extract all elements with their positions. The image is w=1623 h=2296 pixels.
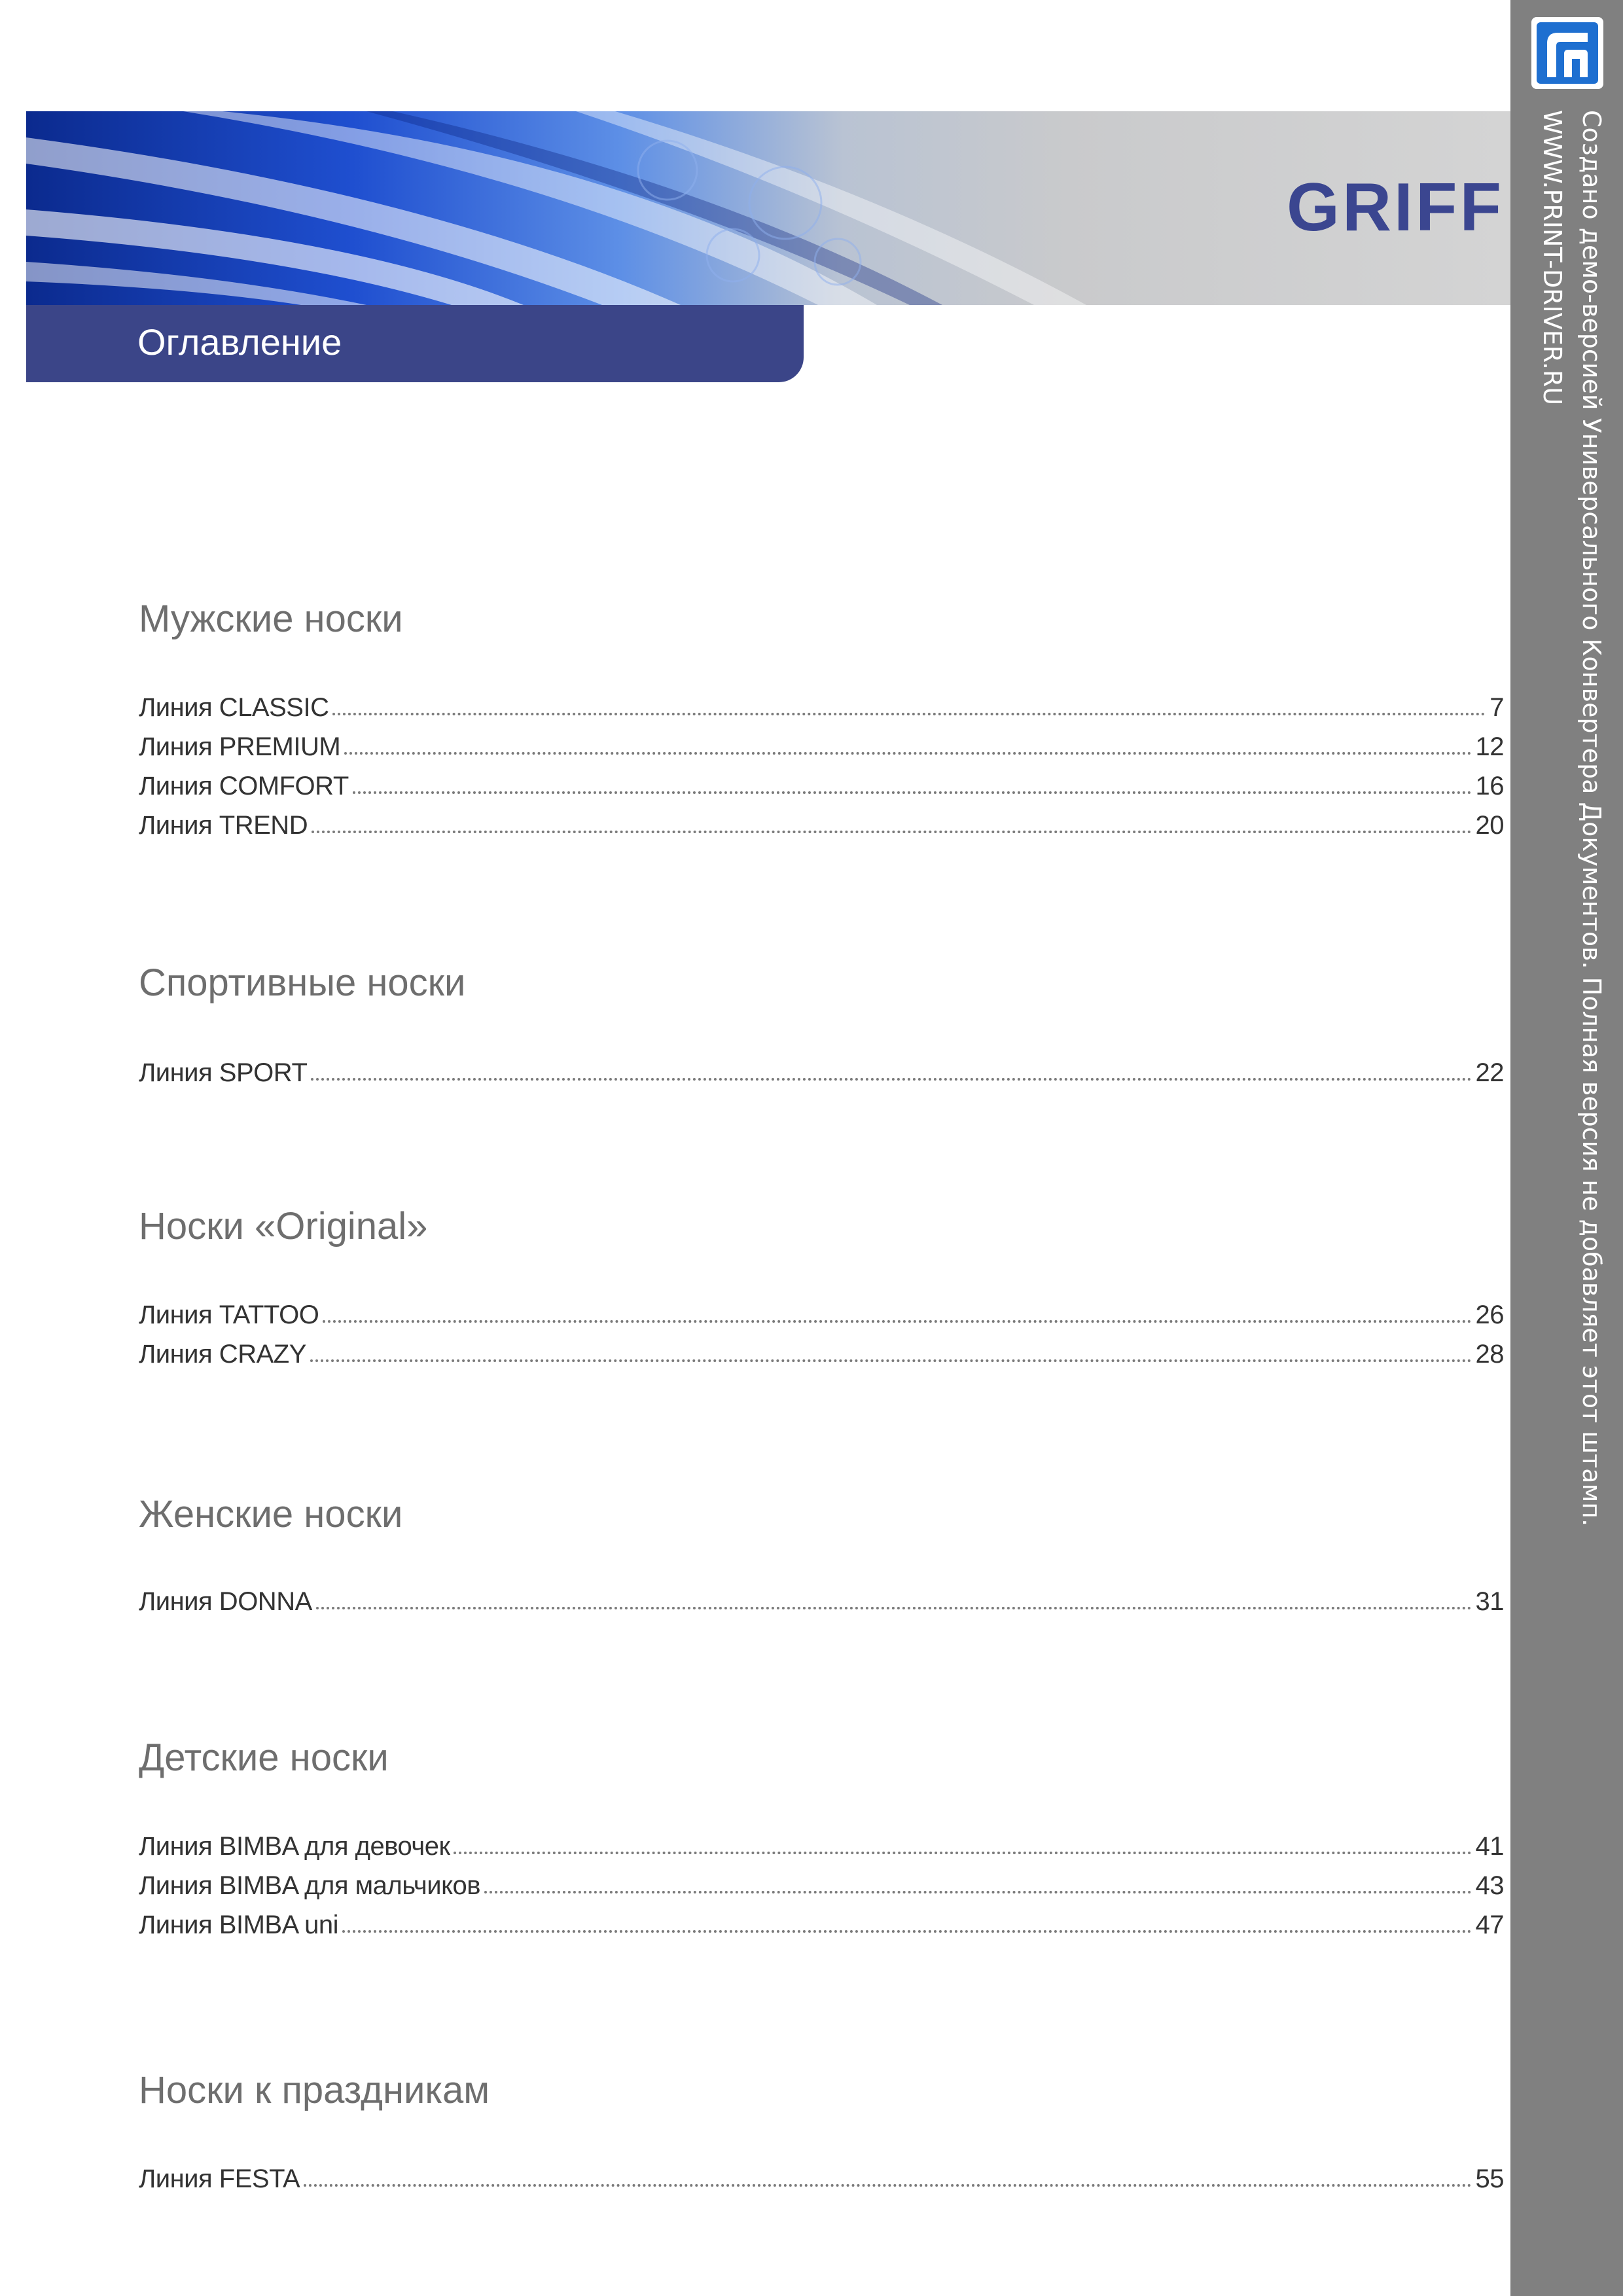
- toc-entry-page: 22: [1475, 1058, 1504, 1087]
- toc-entry-label: Линия TREND: [139, 811, 308, 840]
- dot-leader: [312, 831, 1471, 833]
- dot-leader: [304, 2184, 1471, 2187]
- brand-logo: GRIFF: [1287, 170, 1504, 245]
- toc-entry[interactable]: [139, 1827, 1504, 1861]
- toc-entry[interactable]: [139, 728, 1504, 762]
- toc-entry-page: 20: [1475, 811, 1504, 840]
- toc-entry-page: 41: [1475, 1832, 1504, 1861]
- toc-entry[interactable]: [139, 1296, 1504, 1330]
- toc-entry-label: Линия BIMBA uni: [139, 1910, 339, 1939]
- toc-entry[interactable]: [139, 1054, 1504, 1088]
- toc-entry-label: Линия BIMBA для мальчиков: [139, 1871, 481, 1900]
- section-title-original: Носки «Original»: [139, 1205, 428, 1247]
- dot-leader: [332, 713, 1486, 715]
- section-title-kids: Детские носки: [139, 1736, 389, 1779]
- watermark-bar: [1510, 0, 1623, 2296]
- toc-entry[interactable]: [139, 689, 1504, 723]
- converter-logo-icon: [1531, 17, 1603, 89]
- dot-leader: [323, 1320, 1471, 1323]
- dot-leader: [353, 791, 1472, 794]
- header-banner: [26, 111, 1512, 305]
- toc-entry-label: Линия FESTA: [139, 2164, 300, 2193]
- section-title-men: Мужские носки: [139, 598, 403, 640]
- toc-entry-page: 26: [1475, 1300, 1504, 1329]
- toc-entry-page: 16: [1475, 772, 1504, 800]
- toc-entry-page: 43: [1475, 1871, 1504, 1900]
- dot-leader: [484, 1891, 1471, 1893]
- section-title-holidays: Носки к праздникам: [139, 2069, 490, 2111]
- toc-entry[interactable]: [139, 767, 1504, 801]
- toc-entry[interactable]: [139, 806, 1504, 840]
- toc-entry-label: Линия SPORT: [139, 1058, 308, 1087]
- toc-entry-page: 7: [1489, 693, 1504, 722]
- toc-entry-page: 12: [1475, 732, 1504, 761]
- toc-entry-label: Линия CRAZY: [139, 1340, 306, 1369]
- toc-entry[interactable]: [139, 2160, 1504, 2194]
- dot-leader: [310, 1359, 1472, 1362]
- dot-leader: [344, 752, 1471, 755]
- watermark-line-2: WWW.PRINT-DRIVER.RU: [1538, 110, 1567, 406]
- toc-entry-label: Линия PREMIUM: [139, 732, 341, 761]
- dot-leader: [311, 1078, 1471, 1081]
- watermark-text: [1533, 110, 1611, 2204]
- toc-entry-page: 55: [1475, 2164, 1504, 2193]
- toc-entry[interactable]: [139, 1867, 1504, 1901]
- dot-leader: [454, 1852, 1471, 1854]
- toc-entry[interactable]: [139, 1335, 1504, 1369]
- toc-entry-page: 28: [1475, 1340, 1504, 1369]
- toc-entry-label: Линия COMFORT: [139, 772, 349, 800]
- watermark-line-1: Создано демо-версией Универсального Конвертера Документов. Полная версия не добавляет этот штамп.: [1577, 110, 1606, 1527]
- section-title-women: Женские носки: [139, 1493, 403, 1535]
- toc-entry-page: 47: [1475, 1910, 1504, 1939]
- toc-tab: [26, 305, 804, 382]
- section-title-sport: Спортивные носки: [139, 961, 466, 1004]
- toc-entry-label: Линия TATTOO: [139, 1300, 319, 1329]
- toc-entry-label: Линия DONNA: [139, 1587, 312, 1616]
- toc-title: Оглавление: [137, 321, 342, 363]
- toc-entry[interactable]: [139, 1906, 1504, 1940]
- dot-leader: [316, 1607, 1472, 1609]
- toc-entry-label: Линия BIMBA для девочек: [139, 1832, 450, 1861]
- toc-entry-label: Линия CLASSIC: [139, 693, 329, 722]
- dot-leader: [342, 1930, 1471, 1933]
- toc-entry-page: 31: [1475, 1587, 1504, 1616]
- toc-entry[interactable]: [139, 1583, 1504, 1617]
